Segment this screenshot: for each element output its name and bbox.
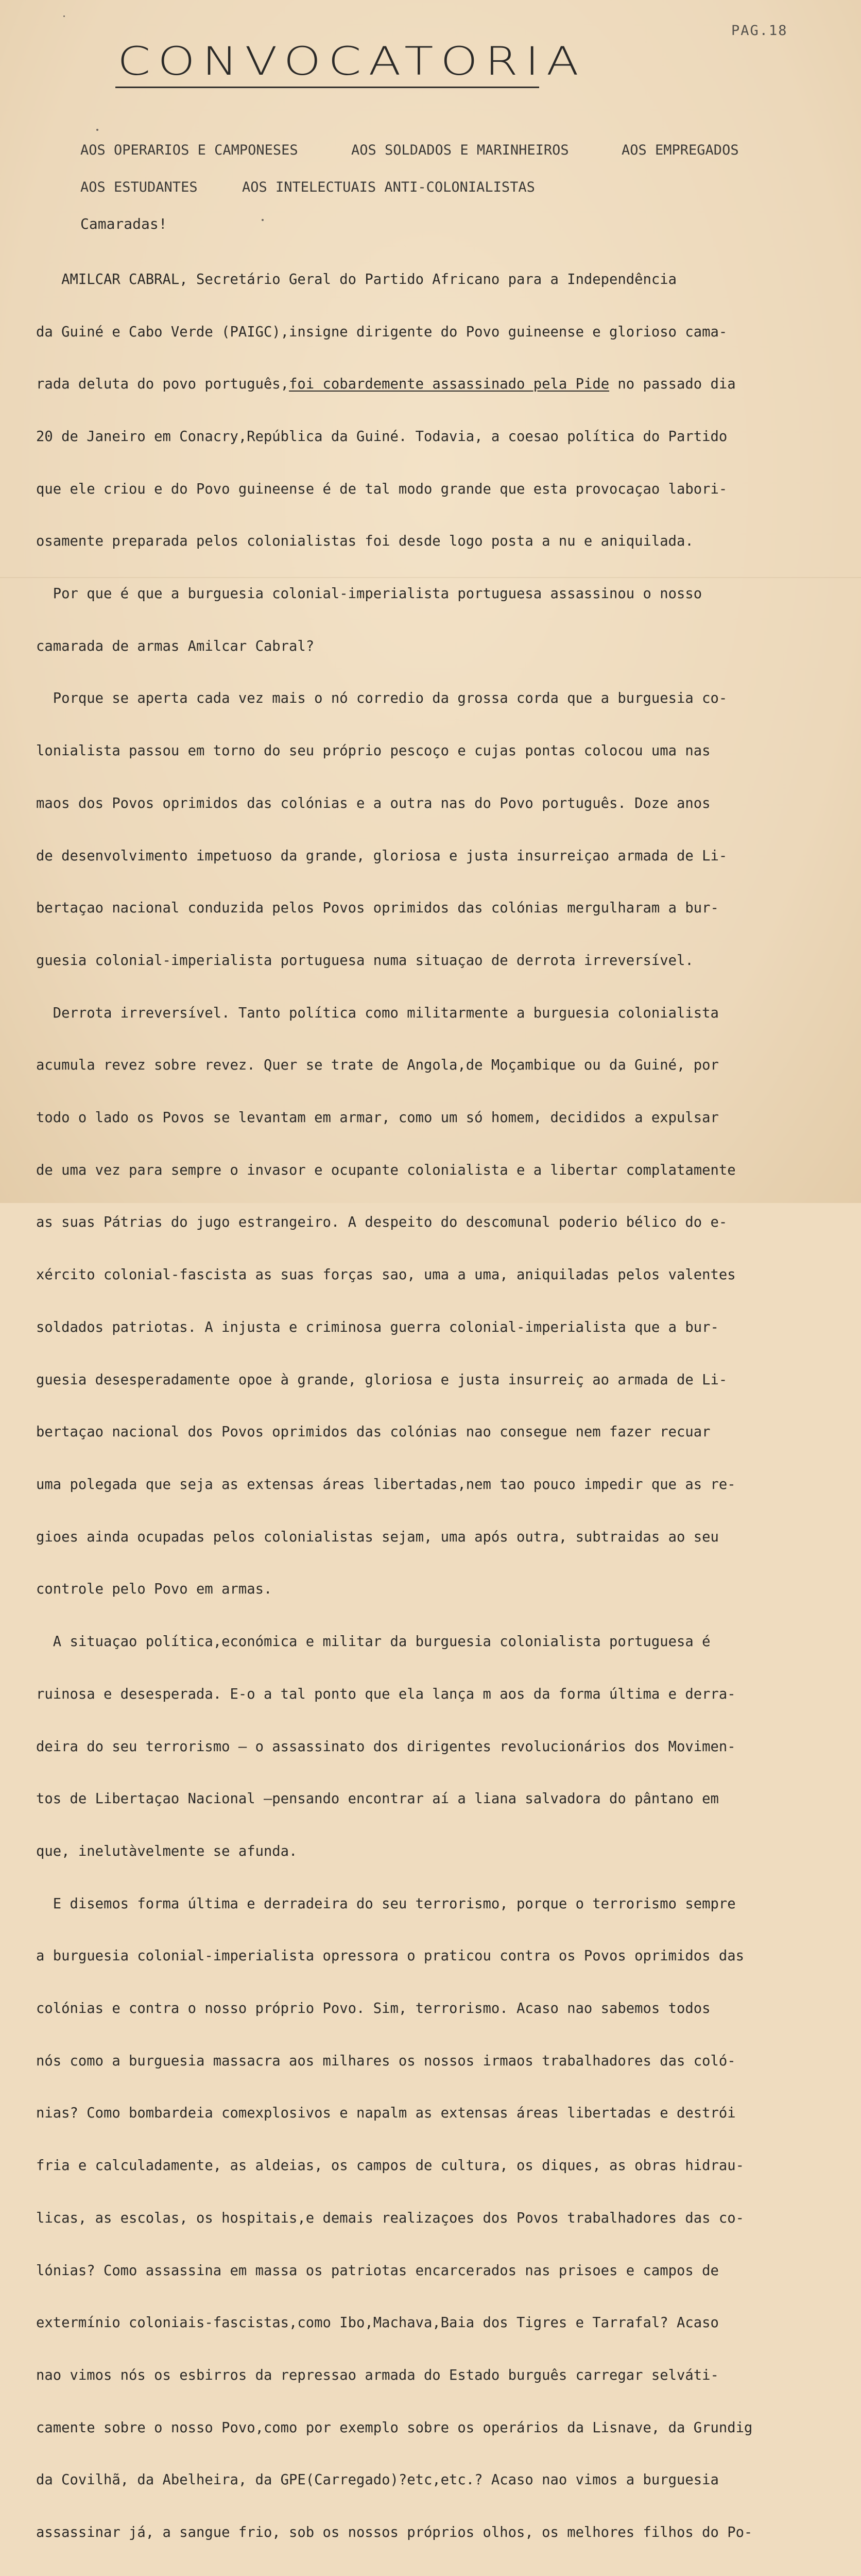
body-line: as suas Pátrias do jugo estrangeiro. A despeito do descomunal poderio bélico do e- — [36, 1214, 728, 1231]
body-line — [36, 376, 819, 393]
paper-speck — [63, 15, 65, 17]
body-line: guesia colonial-imperialista portuguesa numa situaçao de derrota irreversível. — [36, 952, 694, 969]
body-line: uma polegada que seja as extensas áreas libertadas,nem tao pouco impedir que as re- — [36, 1476, 736, 1493]
body-line: E disemos forma última e derradeira do seu terrorismo, porque o terrorismo sempre — [36, 1895, 736, 1912]
paper-speck — [262, 219, 264, 221]
addressee-intellectuals: AOS INTELECTUAIS ANTI-COLONIALISTAS — [242, 179, 535, 195]
body-line: 20 de Janeiro em Conacry,República da Guiné. Todavia, a coesao política do Partido — [36, 428, 728, 445]
body-line: AMILCAR CABRAL, Secretário Geral do Partido Africano para a Independência — [36, 271, 677, 287]
addressee-students: AOS ESTUDANTES — [80, 179, 198, 195]
body-line: colónias e contra o nosso próprio Povo. Sim, terrorismo. Acaso nao sabemos todos — [36, 2001, 711, 2017]
body-line: que ele criou e do Povo guineense é de tal modo grande que esta provocaçao labori- — [36, 481, 728, 497]
paper-speck — [96, 129, 98, 131]
body-line: extermínio coloniais-fascistas,como Ibo,Machava,Baia dos Tigres e Tarrafal? Acaso — [36, 2315, 719, 2331]
body-line: de uma vez para sempre o invasor e ocupante colonialista e a libertar complatamente — [36, 1162, 736, 1178]
body-line: bertaçao nacional conduzida pelos Povos oprimidos das colónias mergulharam a bur- — [36, 900, 719, 917]
body-line: lonialista passou em torno do seu próprio pescoço e cujas pontas colocou uma nas — [36, 743, 711, 759]
body-line: gioes ainda ocupadas pelos colonialistas sejam, uma após outra, subtraidas ao seu — [36, 1529, 719, 1545]
body-line: maos dos Povos oprimidos das colónias e a outra nas do Povo português. Doze anos — [36, 795, 711, 811]
body-line: bertaçao nacional dos Povos oprimidos das colónias nao consegue nem fazer recuar — [36, 1424, 711, 1440]
body-line: guesia desesperadamente opoe à grande, gloriosa e justa insurreiç ao armada de Li- — [36, 1371, 728, 1388]
body-line: nias? Como bombardeia comexplosivos e napalm as extensas áreas libertadas e destrói — [36, 2105, 736, 2122]
title-underline — [115, 87, 539, 88]
body-line: lónias? Como assassina em massa os patriotas encarcerados nas prisoes e campos de — [36, 2262, 719, 2279]
body-line: ruinosa e desesperada. E-o a tal ponto que ela lança m aos da forma última e derra- — [36, 1686, 736, 1702]
addressee-employees: AOS EMPREGADOS — [622, 142, 739, 158]
addressee-workers-peasants: AOS OPERARIOS E CAMPONESES — [80, 142, 298, 158]
body-line: fria e calculadamente, as aldeias, os campos de cultura, os diques, as obras hidrau- — [36, 2158, 744, 2174]
body-line: nao vimos nós os esbirros da repressao armada do Estado burguês carregar selváti- — [36, 2367, 719, 2383]
body-line: da Covilhã, da Abelheira, da GPE(Carregado)?etc,etc.? Acaso nao vimos a burguesia — [36, 2472, 719, 2488]
body-line: todo o lado os Povos se levantam em armar, como um só homem, decididos a expulsar — [36, 1110, 719, 1126]
body-line: da Guiné e Cabo Verde (PAIGC),insigne dirigente do Povo guineense e glorioso cama- — [36, 324, 728, 340]
body-line: assassinar já, a sangue frio, sob os nossos próprios olhos, os melhores filhos do Po- — [36, 2524, 753, 2541]
underlined-phrase: foi cobardemente assassinado pela Pide — [289, 376, 610, 393]
body-line: osamente preparada pelos colonialistas foi desde logo posta a nu e aniquilada. — [36, 533, 694, 550]
body-line: Por que é que a burguesia colonial-imperialista portuguesa assassinou o nosso — [36, 586, 702, 602]
body-line: soldados patriotas. A injusta e criminosa guerra colonial-imperialista que a bur- — [36, 1319, 719, 1335]
body-line-segment: rada deluta do povo português, — [36, 376, 289, 393]
body-line: A situaçao política,económica e militar da burguesia colonialista portuguesa é — [36, 1634, 711, 1650]
document-title: CONVOCATORIA — [117, 39, 586, 84]
body-line: deira do seu terrorismo — o assassinato dos dirigentes revolucionários dos Movimen- — [36, 1738, 736, 1755]
body-line: xército colonial-fascista as suas forças sao, uma a uma, aniquiladas pelos valentes — [36, 1267, 736, 1283]
body-line: Porque se aperta cada vez mais o nó corredio da grossa corda que a burguesia co- — [36, 690, 728, 707]
body-text — [36, 236, 819, 2576]
body-line: nós como a burguesia massacra aos milhares os nossos irmaos trabalhadores das coló- — [36, 2053, 736, 2069]
body-line: de desenvolvimento impetuoso da grande, gloriosa e justa insurreiçao armada de Li- — [36, 848, 728, 864]
body-line: acumula revez sobre revez. Quer se trate de Angola,de Moçambique ou da Guiné, por — [36, 1057, 719, 1074]
body-line: tos de Libertaçao Nacional —pensando encontrar aí a liana salvadora do pântano em — [36, 1791, 719, 1807]
body-line: licas, as escolas, os hospitais,e demais realizaçoes dos Povos trabalhadores das co- — [36, 2210, 744, 2226]
salutation: Camaradas! — [80, 215, 167, 232]
addressee-soldiers-sailors: AOS SOLDADOS E MARINHEIROS — [351, 142, 569, 158]
body-line: camarada de armas Amilcar Cabral? — [36, 638, 315, 654]
body-line: controle pelo Povo em armas. — [36, 1581, 272, 1598]
body-line: a burguesia colonial-imperialista opressora o praticou contra os Povos oprimidos das — [36, 1948, 744, 1964]
body-line: que, inelutàvelmente se afunda. — [36, 1843, 298, 1859]
page-number: PAG.18 — [731, 23, 788, 39]
body-line: camente sobre o nosso Povo,como por exemplo sobre os operários da Lisnave, da Grundig — [36, 2419, 753, 2436]
body-line-segment: no passado dia — [609, 376, 736, 393]
body-line: Derrota irreversível. Tanto política como militarmente a burguesia colonialista — [36, 1005, 719, 1021]
